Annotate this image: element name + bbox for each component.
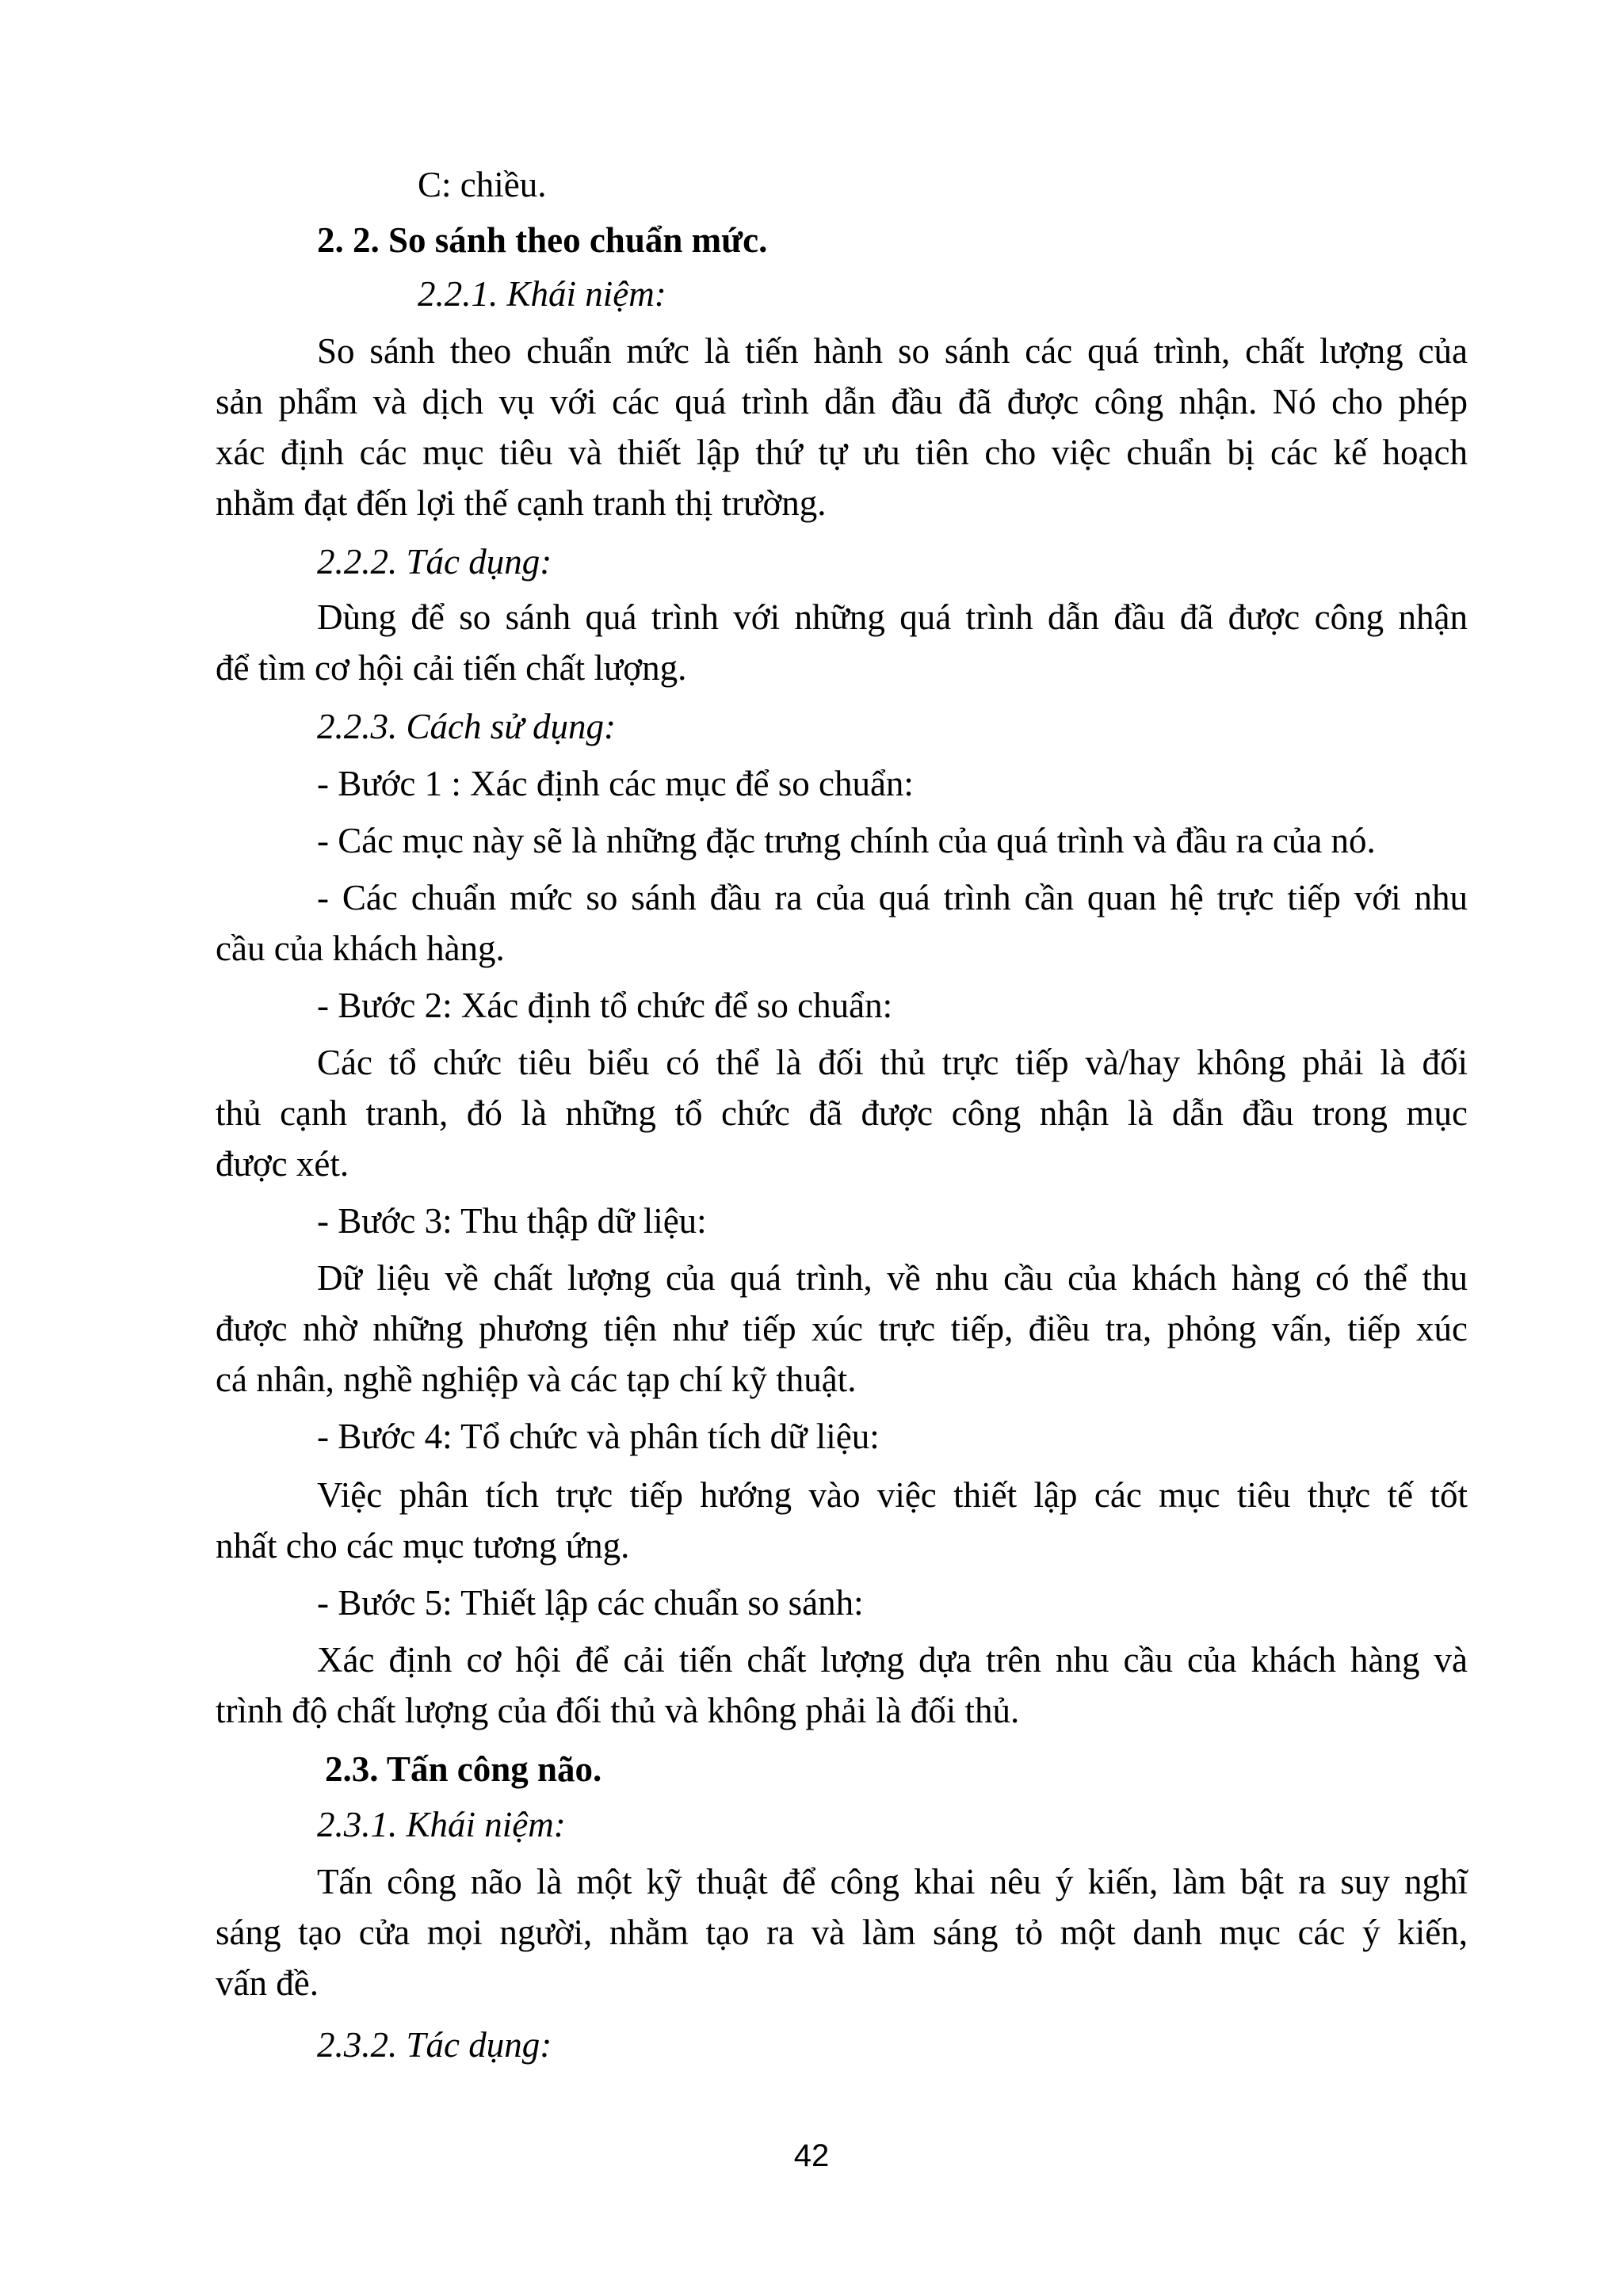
subsection-heading: 2.2.3. Cách sử dụng: — [317, 707, 617, 746]
text-line: So sánh theo chuẩn mức là tiến hành so sánh các quá trình, chất lượng của — [317, 331, 1468, 371]
text-line: - Bước 5: Thiết lập các chuẩn so sánh: — [317, 1583, 864, 1623]
text-line: Dữ liệu về chất lượng của quá trình, về nhu cầu của khách hàng có thể thu — [317, 1258, 1468, 1298]
subsection-heading: 2.2.2. Tác dụng: — [317, 542, 552, 582]
text-line: - Bước 4: Tổ chức và phân tích dữ liệu: — [317, 1417, 880, 1456]
text-line: Việc phân tích trực tiếp hướng vào việc thiết lập các mục tiêu thực tế tốt — [317, 1475, 1468, 1515]
text-line: Tấn công não là một kỹ thuật để công khai nêu ý kiến, làm bật ra suy nghĩ — [317, 1862, 1468, 1901]
section-heading: 2. 2. So sánh theo chuẩn mức. — [317, 220, 768, 260]
page-number: 42 — [793, 2138, 830, 2173]
text-line: vấn đề. — [216, 1963, 319, 2003]
text-line: để tìm cơ hội cải tiến chất lượng. — [216, 648, 687, 688]
text-line: - Các chuẩn mức so sánh đầu ra của quá trình cần quan hệ trực tiếp với nhu — [317, 878, 1468, 917]
text-line: trình độ chất lượng của đối thủ và không phải là đối thủ. — [216, 1691, 1020, 1730]
text-line: nhất cho các mục tương ứng. — [216, 1526, 630, 1566]
text-line: cá nhân, nghề nghiệp và các tạp chí kỹ thuật. — [216, 1360, 857, 1399]
text-line: - Bước 2: Xác định tổ chức để so chuẩn: — [317, 986, 893, 1025]
text-line: - Bước 1 : Xác định các mục để so chuẩn: — [317, 764, 914, 803]
text-line: C: chiều. — [418, 165, 547, 204]
text-line: được nhờ những phương tiện như tiếp xúc trực tiếp, điều tra, phỏng vấn, tiếp xúc — [216, 1309, 1468, 1348]
text-line: Dùng để so sánh quá trình với những quá trình dẫn đầu đã được công nhận — [317, 597, 1468, 637]
text-line: được xét. — [216, 1144, 349, 1184]
text-line: - Các mục này sẽ là những đặc trưng chính của quá trình và đầu ra của nó. — [317, 821, 1376, 860]
text-line: sản phẩm và dịch vụ với các quá trình dẫn đầu đã được công nhận. Nó cho phép — [216, 382, 1468, 421]
subsection-heading: 2.3.2. Tác dụng: — [317, 2025, 552, 2065]
text-line: - Bước 3: Thu thập dữ liệu: — [317, 1201, 707, 1241]
text-line: nhằm đạt đến lợi thế cạnh tranh thị trường. — [216, 483, 827, 523]
text-line: cầu của khách hàng. — [216, 929, 505, 968]
text-line: thủ cạnh tranh, đó là những tổ chức đã được công nhận là dẫn đầu trong mục — [216, 1093, 1468, 1133]
subsection-heading: 2.2.1. Khái niệm: — [418, 274, 666, 314]
section-heading: 2.3. Tấn công não. — [325, 1749, 602, 1789]
text-line: sáng tạo cửa mọi người, nhằm tạo ra và làm sáng tỏ một danh mục các ý kiến, — [216, 1913, 1468, 1952]
text-line: Các tổ chức tiêu biểu có thể là đối thủ trực tiếp và/hay không phải là đối — [317, 1043, 1468, 1082]
text-line: xác định các mục tiêu và thiết lập thứ tự ưu tiên cho việc chuẩn bị các kế hoạch — [216, 433, 1468, 472]
subsection-heading: 2.3.1. Khái niệm: — [317, 1805, 566, 1844]
text-line: Xác định cơ hội để cải tiến chất lượng dựa trên nhu cầu của khách hàng và — [317, 1640, 1468, 1680]
